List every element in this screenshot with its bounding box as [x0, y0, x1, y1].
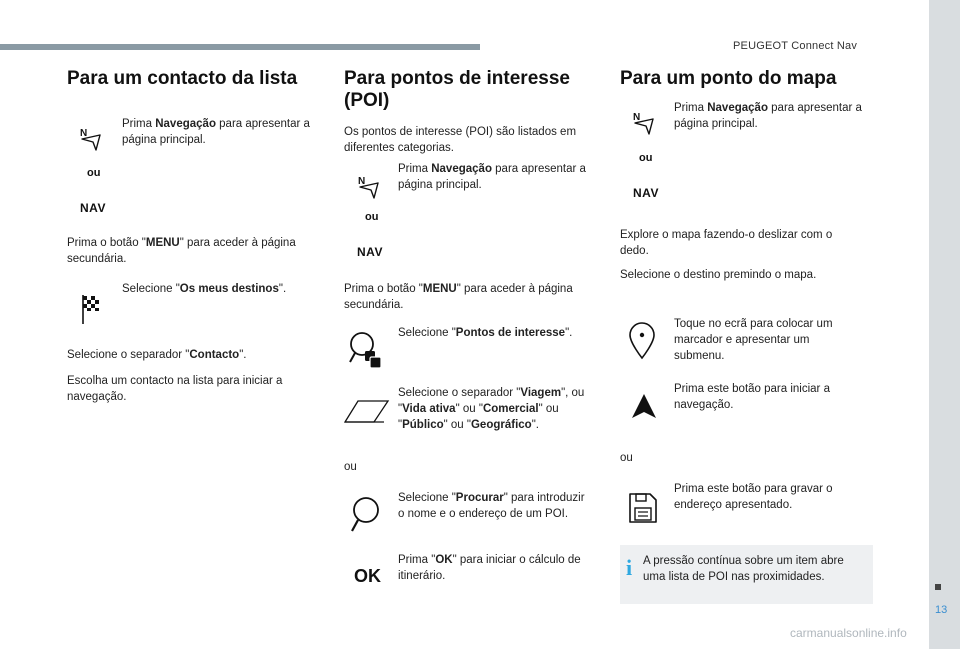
page-side-tab: [929, 0, 960, 649]
start-navigation-icon: [630, 392, 658, 425]
col2-menu: Prima o botão "MENU" para aceder à página secundária.: [344, 283, 573, 311]
navigation-arrow-icon: [80, 126, 104, 157]
header-title: PEUGEOT Connect Nav: [733, 40, 858, 52]
col1-choose: Escolha um contacto na lista para iniciar a navegação.: [67, 375, 283, 403]
col1-tab: Selecione o separador "Contacto".: [67, 349, 247, 361]
header-rule: [0, 44, 480, 50]
tab-icon: [344, 398, 390, 429]
col1-press-nav: Prima Navegação para apresentar a página principal.: [122, 118, 310, 146]
col3-explore: Explore o mapa fazendo-o deslizar com o dedo.: [620, 229, 833, 257]
info-icon: i: [626, 555, 633, 580]
col3-save: Prima este botão para gravar o endereço apresentado.: [674, 483, 833, 511]
col2-search: Selecione "Procurar" para introduzir o nome e o endereço de um POI.: [398, 492, 585, 520]
nav-button: NAV: [633, 186, 659, 200]
navigation-arrow-icon: [358, 174, 382, 205]
col3-ou: ou: [639, 152, 653, 164]
col2-press-nav: Prima Navegação para apresentar a página principal.: [398, 163, 586, 191]
col3-touch: Toque no ecrã para colocar um marcador e apresentar um submenu.: [674, 318, 833, 362]
poi-search-icon: [348, 331, 384, 376]
col1-heading: Para um contacto da lista: [67, 68, 298, 89]
page-number: 13: [935, 604, 948, 616]
col3-start: Prima este botão para iniciar a navegação.: [674, 383, 830, 411]
col3-select-dest: Selecione o destino premindo o mapa.: [620, 269, 817, 281]
checkered-flag-icon: [80, 293, 104, 330]
map-marker-icon: [628, 322, 656, 365]
col2-intro: Os pontos de interesse (POI) são listados em diferentes categorias.: [344, 126, 577, 154]
page-marker: [935, 584, 941, 590]
info-note-text: A pressão contínua sobre um item abre uma lista de POI nas proximidades.: [643, 555, 844, 583]
col2-tab: Selecione o separador "Viagem", ou "Vida ativa" ou "Comercial" ou "Público" ou "Geográfico".: [398, 387, 585, 431]
col3-press-nav: Prima Navegação para apresentar a página principal.: [674, 102, 862, 130]
col2-poi: Selecione "Pontos de interesse".: [398, 327, 573, 339]
nav-button: NAV: [80, 201, 106, 215]
ok-button: OK: [354, 566, 381, 586]
svg-text:N: N: [80, 128, 88, 139]
col1-menu: Prima o botão "MENU" para aceder à página secundária.: [67, 237, 296, 265]
nav-button: NAV: [357, 245, 383, 259]
col1-ou: ou: [87, 167, 101, 179]
col3-heading: Para um ponto do mapa: [620, 68, 837, 89]
col2-ou: ou: [365, 211, 379, 223]
info-note: [620, 545, 873, 604]
svg-text:N: N: [633, 112, 641, 123]
svg-text:N: N: [358, 176, 366, 187]
col2-ok: Prima "OK" para iniciar o cálculo de itinerário.: [398, 554, 581, 582]
watermark: carmanualsonline.info: [790, 626, 907, 640]
col1-select: Selecione "Os meus destinos".: [122, 283, 287, 295]
navigation-arrow-icon: [633, 110, 657, 141]
col2-ou-plain: ou: [344, 461, 357, 473]
search-icon: [348, 496, 384, 541]
col3-ou-plain: ou: [620, 452, 633, 464]
col2-heading: Para pontos de interesse (POI): [344, 68, 570, 111]
save-icon: [628, 492, 658, 529]
